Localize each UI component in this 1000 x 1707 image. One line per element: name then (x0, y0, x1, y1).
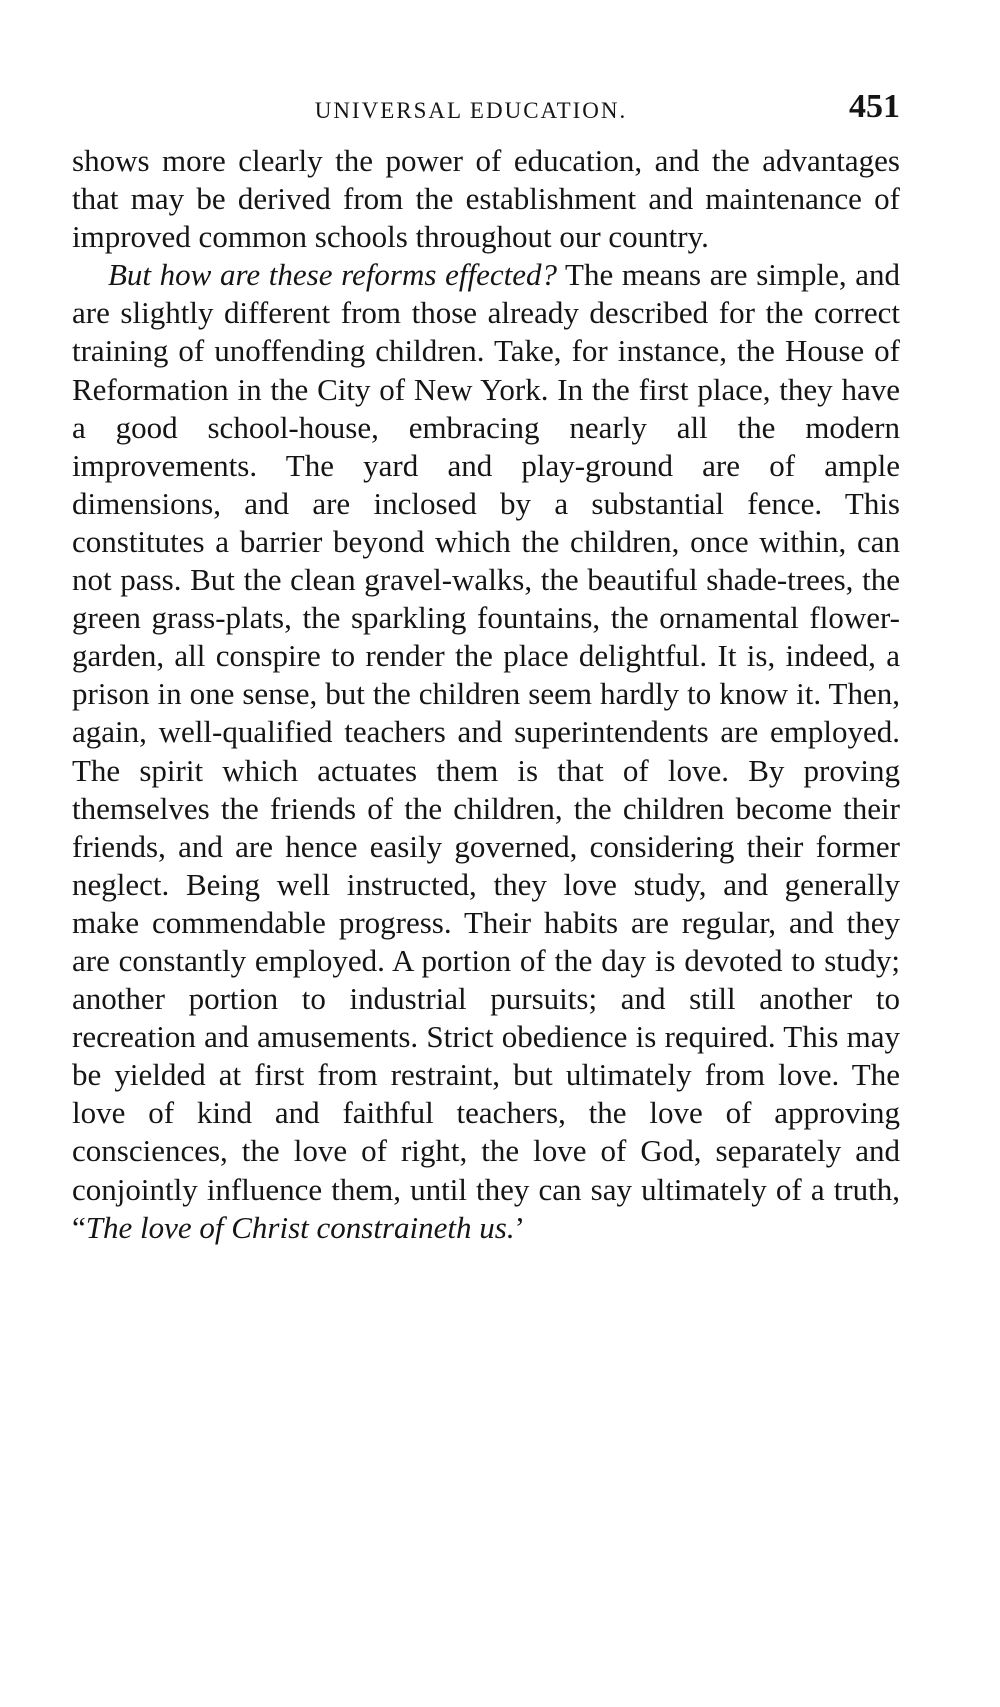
paragraph-2-body: The means are simple, and are slightly different from those already described for the correct training of unoffending children. Take, for instance, the House of Reformation in the City of New York. In the first place, they have a good school-house, embracing nearly all the modern improvements. The yard and play-ground are of ample dimensions, and are inclosed by a substantial fence. This constitutes a barrier beyond which the children, once within, can not pass. But the clean gravel-walks, the beautiful shade-trees, the green grass-plats, the sparkling fountains, the ornamental flower-garden, all conspire to render the place delightful. It is, indeed, a prison in one sense, but the children seem hardly to know it. Then, again, well-qualified teachers and superintendents are employed. The spirit which actuates them is that of love. By proving themselves the friends of the children, the children become their friends, and are hence easily governed, considering their former neglect. Being well instructed, they love study, and generally make commendable progress. Their habits are regular, and they are constantly employed. A portion of the day is devoted to study; another portion to industrial pursuits; and still another to recreation and amusements. Strict obedience is required. This may be yielded at first from restraint, but ultimately from love. The love of kind and faithful teachers, the love of approving consciences, the love of right, the love of God, separately and conjointly influence them, until they can say ultimately of a truth, “ (72, 257, 900, 1245)
body-text (72, 142, 900, 1247)
paragraph-1: shows more clearly the power of education, and the advantages that may be derived from the establishment and maintenance of improved common schools throughout our country. (72, 143, 900, 255)
closing-quote-mark: ’ (514, 1209, 525, 1245)
page-number: 451 (849, 88, 900, 125)
italic-quotation: The love of Christ constraineth us. (85, 1209, 515, 1245)
paragraph-2 (72, 256, 900, 1246)
page-header (72, 88, 900, 138)
running-title: UNIVERSAL EDUCATION. (314, 98, 628, 123)
italic-question: But how are these reforms effected? (108, 257, 557, 293)
